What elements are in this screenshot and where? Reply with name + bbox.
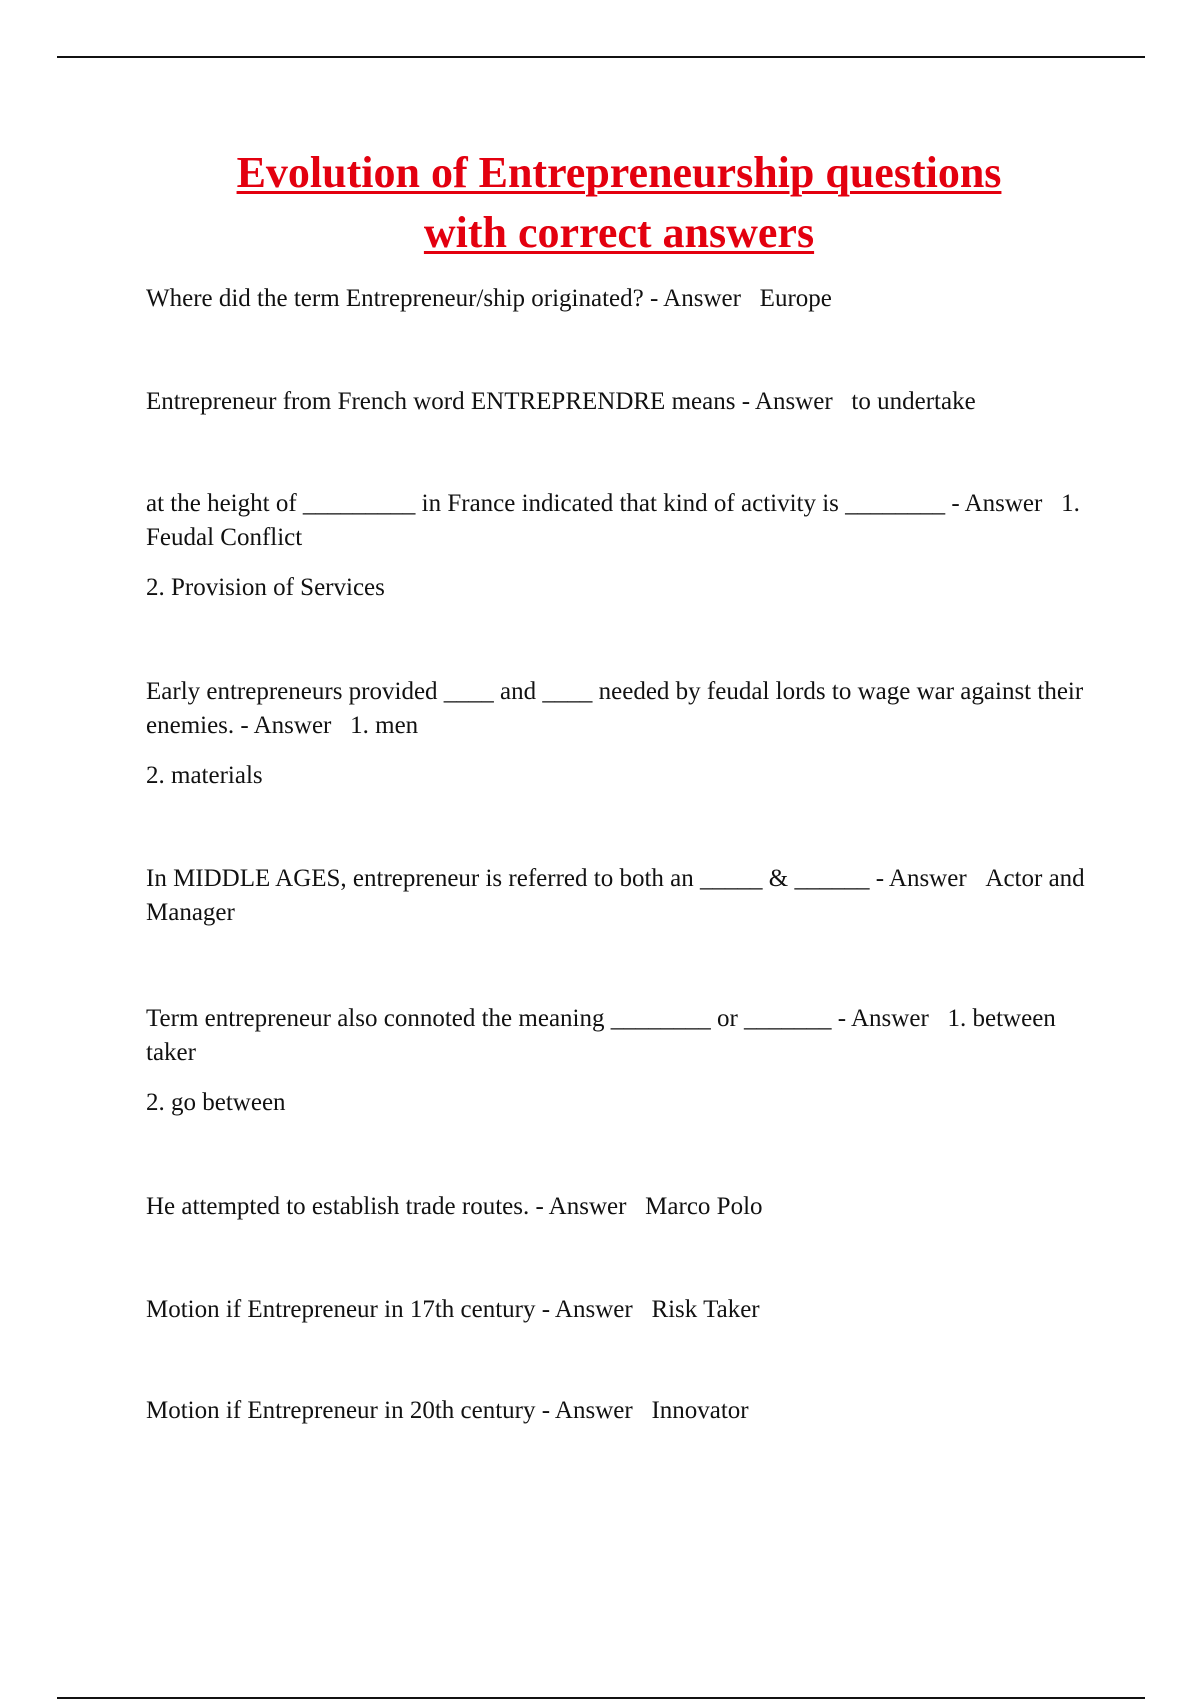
question-text: He attempted to establish trade routes. - Answer [146,1193,627,1220]
answer-continuation: 2. materials [146,762,263,789]
bottom-divider [57,1697,1145,1699]
qa-line [146,1190,1086,1224]
answer-text: Actor and Manager [146,865,1085,926]
question-text: In MIDDLE AGES, entrepreneur is referred to both an _____ & ______ - Answer [146,865,967,892]
question-text: Entrepreneur from French word ENTREPRENDRE means - Answer [146,388,833,415]
qa-item-7 [146,1190,1086,1224]
answer-text: 1. men [350,712,419,739]
title-line-2: with correct answers [423,208,815,257]
qa-item-5 [146,862,1086,930]
question-text: Early entrepreneurs provided ____ and ____ needed by feudal lords to wage war against their enemies. - Answer [146,678,1084,739]
qa-line [146,1002,1086,1070]
answer-text: Europe [759,285,832,312]
question-text: at the height of _________ in France indicated that kind of activity is ________ - Answer [146,490,1043,517]
qa-item-2 [146,385,1086,419]
qa-item-6 [146,1002,1086,1120]
answer-text: 1. Feudal Conflict [146,490,1080,551]
answer-text: to undertake [851,388,976,415]
qa-line [146,1394,1086,1428]
qa-item-9 [146,1394,1086,1428]
answer-continuation: 2. go between [146,1089,286,1116]
document-title [100,143,1138,263]
answer-text: Marco Polo [645,1193,763,1220]
answer-text: 1. between taker [146,1005,1056,1066]
qa-line [146,282,1086,316]
question-text: Where did the term Entrepreneur/ship originated? - Answer [146,285,741,312]
qa-line [146,862,1086,930]
qa-item-1 [146,282,1086,316]
question-text: Motion if Entrepreneur in 17th century - Answer [146,1296,633,1323]
question-text: Motion if Entrepreneur in 20th century - Answer [146,1397,633,1424]
qa-item-3 [146,487,1086,605]
answer-continuation: 2. Provision of Services [146,574,385,601]
answer-text: Risk Taker [651,1296,760,1323]
qa-line [146,487,1086,555]
qa-line [146,1293,1086,1327]
qa-item-8 [146,1293,1086,1327]
qa-item-4 [146,675,1086,793]
title-line-1: Evolution of Entrepreneurship questions [236,148,1002,197]
qa-line [146,675,1086,743]
answer-text: Innovator [651,1397,749,1424]
question-text: Term entrepreneur also connoted the meaning ________ or _______ - Answer [146,1005,929,1032]
top-divider [57,56,1145,58]
qa-line [146,385,1086,419]
